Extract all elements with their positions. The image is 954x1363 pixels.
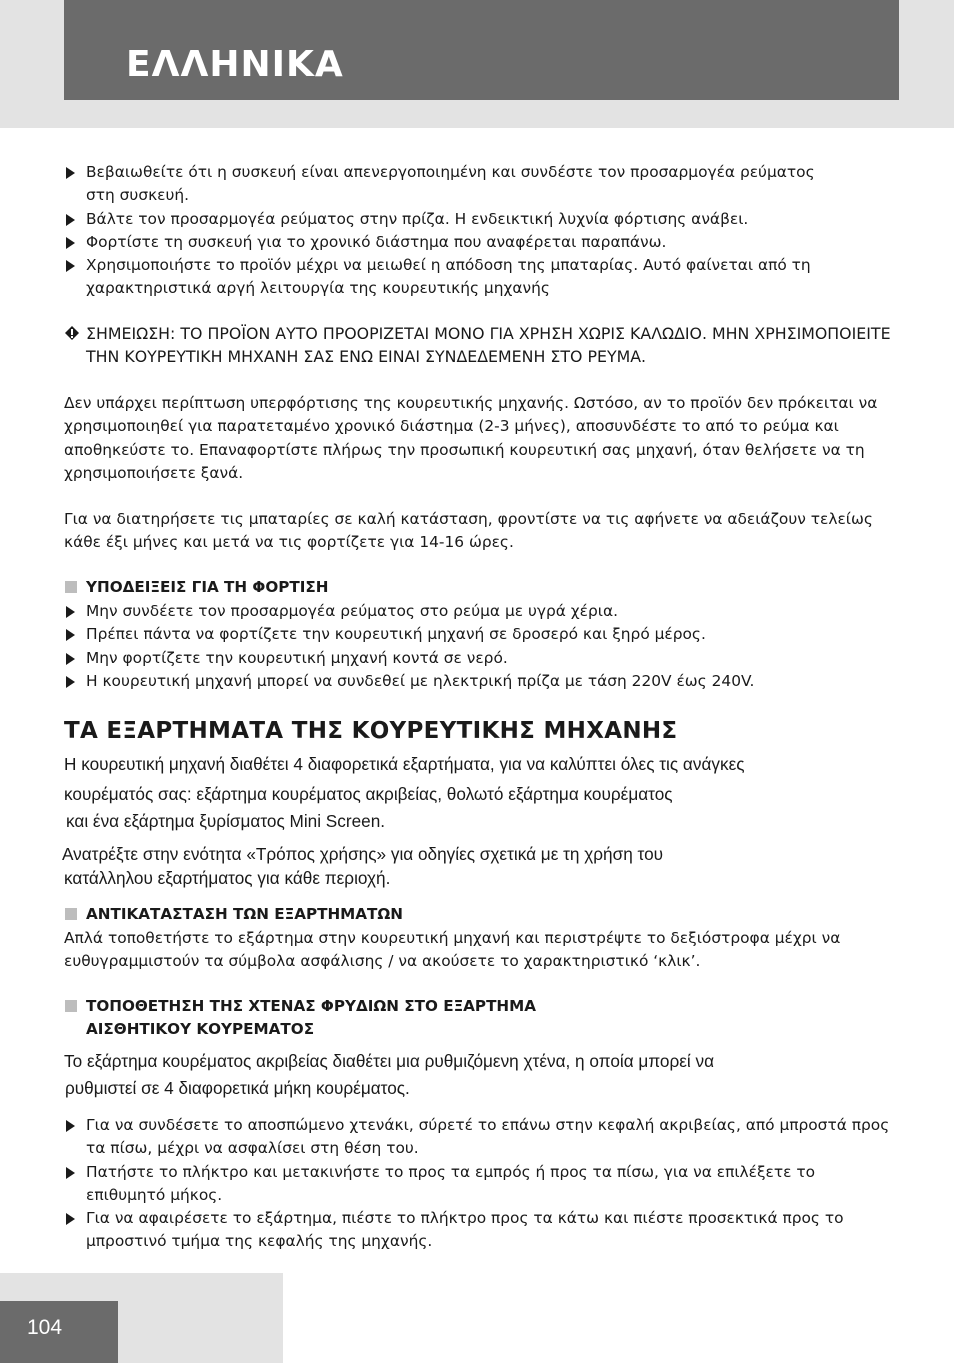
arrow-bullet-icon <box>66 260 75 272</box>
attachments-intro-line: Η κουρευτική μηχανή διαθέτει 4 διαφορετικά εξαρτήματα, για να καλύπτει όλες τις ανάγκες <box>64 754 745 774</box>
attachments-intro-line: και ένα εξάρτημα ξυρίσματος Mini Screen. <box>66 811 386 831</box>
arrow-bullet-icon <box>66 653 75 665</box>
arrow-bullet-icon <box>66 1167 75 1179</box>
battery-paragraph: Για να διατηρήσετε τις μπαταρίες σε καλή κατάσταση, φροντίστε να τις αφήνετε να αδειάζουν τελείως κάθε έξι μήνες και μετά να τις φορτίζετε για 14-16 ώρες. <box>64 510 873 552</box>
list-item: Χρησιμοποιήστε το προϊόν μέχρι να μειωθεί η απόδοση της μπαταρίας. Αυτό φαίνεται από τη χαρακτηριστικά αργή λειτουργία της κουρευτικής μηχανής <box>64 254 824 301</box>
note-block <box>64 322 896 369</box>
charging-steps-list <box>64 161 824 301</box>
comb-steps-list <box>64 1114 899 1254</box>
arrow-bullet-icon <box>66 676 75 688</box>
square-bullet-icon <box>65 1000 77 1012</box>
arrow-bullet-icon <box>66 167 75 179</box>
replacing-heading: ΑΝΤΙΚΑΤΑΣΤΑΣΗ ΤΩΝ ΕΞΑΡΤΗΜΑΤΩΝ <box>64 903 403 926</box>
attachments-refer-line: κατάλληλου εξαρτήματος για κάθε περιοχή. <box>64 868 391 888</box>
list-item: Η κουρευτική μηχανή μπορεί να συνδεθεί με ηλεκτρική πρίζα με τάση 220V έως 240V. <box>64 670 894 693</box>
page-title: ΕΛΛΗΝΙΚΑ <box>126 44 344 85</box>
attachments-intro-line: κουρέματός σας: εξάρτημα κουρέματος ακριβείας, θολωτό εξάρτημα κουρέματος <box>64 784 673 804</box>
list-item: Για να συνδέσετε το αποσπώμενο χτενάκι, σύρετέ το επάνω στην κεφαλή ακριβείας, από μπροστά προς τα πίσω, μέχρι να ασφαλίσει στη θέση του. <box>64 1114 899 1161</box>
arrow-bullet-icon <box>66 629 75 641</box>
list-item: Φορτίστε τη συσκευή για το χρονικό διάστημα που αναφέρεται παραπάνω. <box>64 231 824 254</box>
arrow-bullet-icon <box>66 1213 75 1225</box>
list-item: Για να αφαιρέσετε το εξάρτημα, πιέστε το πλήκτρο προς τα κάτω και πιέστε προσεκτικά προς το μπροστινό τμήμα της κεφαλής της μηχανής. <box>64 1207 899 1254</box>
attachments-heading: ΤΑ ΕΞΑΡΤΗΜΑΤΑ ΤΗΣ ΚΟΥΡΕΥΤΙΚΗΣ ΜΗΧΑΝΗΣ <box>64 718 678 744</box>
overcharge-paragraph: Δεν υπάρχει περίπτωση υπερφόρτισης της κουρευτικής μηχανής. Ωστόσο, αν το προϊόν δεν πρόκειται να χρησιμοποιηθεί για παρατεταμένο χρονικό διάστημα (2-3 μήνες), αποσυνδέστε το από το ρεύμα και αποθηκεύστε το. Επαναφορτίστε πλήρως την προσωπική κουρευτική σας μηχανή, όταν θελήσετε να τη χρησιμοποιήσετε ξανά. <box>64 394 878 482</box>
comb-intro-line: ρυθμιστεί σε 4 διαφορετικά μήκη κουρέματος. <box>65 1078 410 1098</box>
list-item: Μην φορτίζετε την κουρευτική μηχανή κοντά σε νερό. <box>64 647 894 670</box>
square-bullet-icon <box>65 581 77 593</box>
replacing-text: Απλά τοποθετήστε το εξάρτημα στην κουρευτική μηχανή και περιστρέψτε το δεξιόστροφα μέχρι να ευθυγραμμιστούν τα σύμβολα ασφάλισης / να ακούσετε το χαρακτηριστικό ‘κλικ’. <box>64 929 841 971</box>
list-item: Πατήστε το πλήκτρο και μετακινήστε το προς τα εμπρός ή προς τα πίσω, για να επιλέξετε το επιθυμητό μήκος. <box>64 1161 899 1208</box>
list-item: Μην συνδέετε τον προσαρμογέα ρεύματος στο ρεύμα με υγρά χέρια. <box>64 600 894 623</box>
arrow-bullet-icon <box>66 214 75 226</box>
note-text: ΣΗΜΕΙΩΣΗ: ΤΟ ΠΡΟΪΟΝ ΑΥΤΟ ΠΡΟΟΡΙΖΕΤΑΙ ΜΟΝΟ ΓΙΑ ΧΡΗΣΗ ΧΩΡΙΣ ΚΑΛΩΔΙΟ. ΜΗΝ ΧΡΗΣΙΜΟΠΟΙΕΙΤΕ ΤΗΝ ΚΟΥΡΕΥΤΙΚΗ ΜΗΧΑΝΗ ΣΑΣ ΕΝΩ ΕΙΝΑΙ ΣΥΝΔΕΔΕΜΕΝΗ ΣΤΟ ΡΕΥΜΑ. <box>86 324 891 367</box>
comb-fitting-heading: ΤΟΠΟΘΕΤΗΣΗ ΤΗΣ ΧΤΕΝΑΣ ΦΡΥΔΙΩΝ ΣΤΟ ΕΞΑΡΤΗΜΑ ΑΙΣΘΗΤΙΚΟΥ ΚΟΥΡΕΜΑΤΟΣ <box>64 995 536 1041</box>
header-box <box>64 0 899 100</box>
arrow-bullet-icon <box>66 606 75 618</box>
arrow-bullet-icon <box>66 237 75 249</box>
list-item: Βεβαιωθείτε ότι η συσκευή είναι απενεργοποιημένη και συνδέστε τον προσαρμογέα ρεύματος στη συσκευή. <box>64 161 824 208</box>
note-diamond-icon <box>64 325 80 341</box>
attachments-refer-line: Ανατρέξτε στην ενότητα «Τρόπος χρήσης» για οδηγίες σχετικά με τη χρήση του <box>62 844 664 864</box>
page-number: 104 <box>27 1316 63 1339</box>
comb-intro-line: Το εξάρτημα κουρέματος ακριβείας διαθέτει μια ρυθμιζόμενη χτένα, η οποία μπορεί να <box>64 1051 715 1071</box>
charging-tips-list <box>64 600 894 693</box>
list-item: Βάλτε τον προσαρμογέα ρεύματος στην πρίζα. Η ενδεικτική λυχνία φόρτισης ανάβει. <box>64 208 824 231</box>
charging-tips-heading: ΥΠΟΔΕΙΞΕΙΣ ΓΙΑ ΤΗ ΦΟΡΤΙΣΗ <box>64 576 328 599</box>
square-bullet-icon <box>65 908 77 920</box>
list-item: Πρέπει πάντα να φορτίζετε την κουρευτική μηχανή σε δροσερό και ξηρό μέρος. <box>64 623 894 646</box>
arrow-bullet-icon <box>66 1120 75 1132</box>
